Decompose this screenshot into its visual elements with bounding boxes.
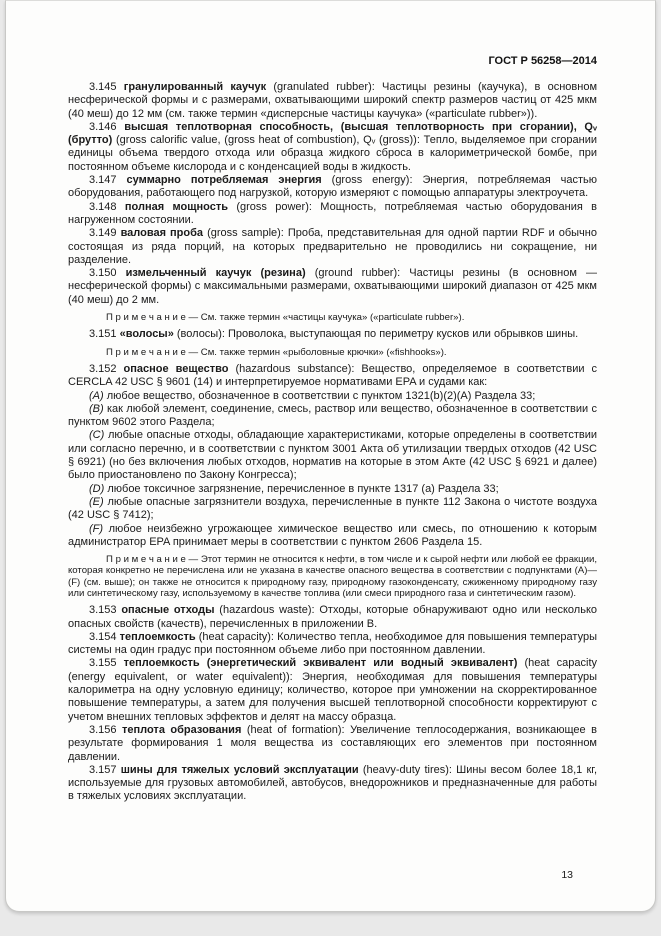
term-number: 3.157 <box>89 763 117 776</box>
term-paragraph-3146 <box>68 121 597 174</box>
term-paragraph-3154 <box>68 631 597 658</box>
note-paragraph: П р и м е ч а н и е — См. также термин «рыболовные крючки» («fishhooks»). <box>106 346 447 358</box>
term-number: 3.148 <box>89 200 117 213</box>
term-paragraph-3150 <box>68 267 597 307</box>
term-name: «волосы» <box>119 328 174 341</box>
list-item-text: любое токсичное загрязнение, перечисленное в пункте 1317 (а) Раздела 33; <box>107 482 499 495</box>
term-definition: (ground rubber): Частицы резины (в основном — несферической формы) с максимальными размерами, охватывающими широкий диапазон от 425 мкм (40 меш) до 2 мм. <box>68 267 597 306</box>
term-name: измельченный каучук (резина) <box>125 267 306 280</box>
term-name: шины для тяжелых условий эксплуатации <box>120 763 359 776</box>
term-paragraph-3155 <box>68 657 597 723</box>
term-definition: (gross sample): Проба, представительная для одной партии RDF и обычно состоящая из ряда порций, на которых предварительно не проводились ни сокращение, ни разделение. <box>68 227 597 266</box>
term-paragraph-3157 <box>68 764 597 804</box>
term-paragraph-3156 <box>68 724 597 764</box>
document-page <box>5 0 656 912</box>
term-paragraph-3151 <box>68 328 597 341</box>
term-name: опасные отходы <box>121 604 215 617</box>
list-item-text: любые опасные отходы, обладающие характеристиками, которые определены в соответствии или согласно перечню, и в соответствии с пунктом 3001 Акта об утилизации твердых отходов (42 USC § 6921) (но без включения любых отходов, норматив на которые в этом Акте (42 USC § 6921 и далее) было приостановлено по Закону Конгресса); <box>68 429 598 482</box>
term-name: валовая проба <box>120 227 204 240</box>
list-marker: (F) <box>89 522 104 535</box>
term-number: 3.150 <box>89 267 117 280</box>
list-item-text: любые опасные загрязнители воздуха, перечисленные в пункте 112 Закона о чистоте воздуха (42 USC § 7412); <box>68 495 597 522</box>
term-paragraph-3147 <box>68 174 597 201</box>
page-number: 13 <box>561 869 573 881</box>
term-definition: (heavy-duty tires): Шины весом более 18,1 кг, используемые для грузовых автомобилей, автобусов, внедорожников и предназначенные для работы в тяжелых условиях эксплуатации. <box>68 763 598 803</box>
list-item-text: как любой элемент, соединение, смесь, раствор или вещество, обозначенное в соответствии с пунктом 9602 этого Раздела; <box>68 402 597 429</box>
list-marker: (E) <box>89 495 104 508</box>
term-name: теплоемкость <box>119 630 196 643</box>
term-name: опасное вещество <box>123 362 229 375</box>
list-item-f <box>68 523 597 550</box>
term-number: 3.154 <box>89 630 117 643</box>
term-paragraph-3149 <box>68 227 597 267</box>
list-item-b <box>68 403 597 430</box>
list-marker: (A) <box>89 389 104 402</box>
list-item-e <box>68 496 597 523</box>
term-definition: (heat capacity): Количество тепла, необходимое для повышения температуры системы на один градус при постоянном объеме либо при постоянном давлении. <box>68 630 597 657</box>
term-number: 3.152 <box>89 362 117 375</box>
term-name: теплоемкость (энергетический эквивалент или водный эквивалент) <box>123 657 518 670</box>
term-paragraph-3148 <box>68 201 597 228</box>
list-item-text: любое неизбежно угрожающее химическое вещество или смесь, по отношению к которым администратор EPA принимает меры в соответствии с пунктом 2606 Раздела 15. <box>68 522 597 548</box>
term-number: 3.153 <box>89 604 117 617</box>
note-paragraph: П р и м е ч а н и е — Этот термин не относится к нефти, в том числе и к сырой нефти или любой ее фракции, которая конкретно не перечислена или не указана в качестве опасного вещества в соответствии с подпунктами (A)—(F) (см. выше); он также не относится к природному газу, природному газоконденсату, сжиженному природному газу или синтетическому газу, используемому в качестве топлива (или смеси природного газа и синтетическим газом). <box>68 554 597 599</box>
term-number: 3.147 <box>89 174 117 187</box>
list-item-c <box>68 429 597 482</box>
list-marker: (B) <box>89 402 104 415</box>
term-definition: (gross calorific value, (gross heat of combustion), Qᵥ (gross)): Тепло, выделяемое при сгорании единицы объема твердого отхода или образца жидкого сброса в калориметрической бомбе, при постоянном объеме кислорода и с конденсацией воды в жидкость. <box>68 134 597 173</box>
term-definition: (gross power): Мощность, потребляемая частью оборудования в нагруженном состоянии. <box>68 200 597 226</box>
term-name: суммарно потребляемая энергия <box>126 174 322 187</box>
term-definition: (heat capacity (energy equivalent, or water equivalent)): Энергия, необходимая для повышения температуры калориметра на одну условную единицу; количество, которое при умножении на скорректированное повышение температуры, а затем для получения высшей теплотворной способности корректируют с учетом внешних тепловых эффектов и делят на массу образца. <box>68 657 598 723</box>
list-item-text: любое вещество, обозначенное в соответствии с пунктом 1321(b)(2)(A) Раздела 33; <box>106 389 536 402</box>
list-marker: (D) <box>89 482 105 495</box>
term-paragraph-3145 <box>68 81 597 121</box>
term-number: 3.149 <box>89 227 117 240</box>
term-number: 3.146 <box>89 120 117 133</box>
note-paragraph: П р и м е ч а н и е — См. также термин «частицы каучука» («particulate rubber»). <box>106 312 465 324</box>
term-paragraph-3152 <box>68 363 597 390</box>
document-code-header: ГОСТ Р 56258—2014 <box>488 55 597 67</box>
list-marker: (C) <box>89 429 105 442</box>
document-body <box>68 81 597 804</box>
term-name: полная мощность <box>124 200 228 213</box>
term-paragraph-3153 <box>68 604 597 631</box>
term-definition: (hazardous substance): Вещество, определяемое в соответствии с CERCLA 42 USC § 9601 (14) и интерпретируемое нормативами EPA и судами как: <box>68 362 597 389</box>
term-name: гранулированный каучук <box>123 81 267 93</box>
term-number: 3.145 <box>89 81 117 93</box>
list-item-a <box>68 390 597 403</box>
term-number: 3.155 <box>89 657 117 670</box>
term-name: теплота образования <box>122 723 242 736</box>
term-definition: (hazardous waste): Отходы, которые обнаруживают одно или несколько опасных свойств (качеств), перечисленных в приложении В. <box>68 604 598 630</box>
term-definition: (волосы): Проволока, выступающая по периметру кусков или обрывков шины. <box>176 328 579 341</box>
term-number: 3.151 <box>89 328 117 341</box>
term-definition: (heat of formation): Увеличение теплосодержания, возникающее в результате формирования 1 моля вещества из составляющих его элементов при постоянном давлении. <box>68 723 597 763</box>
term-definition: (gross energy): Энергия, потребляемая частью оборудования, работающего под нагрузкой, которую измеряют с помощью аппаратуры электроучета. <box>68 174 598 200</box>
list-item-d <box>68 483 597 496</box>
term-number: 3.156 <box>89 723 117 736</box>
term-definition: (granulated rubber): Частицы резины (каучука), в основном несферической формы и с размерами, охватывающими широкий спектр размеров частиц от 425 мкм (40 меш) до 12 мм (см. также термин «дисперсные частицы каучука» («particulate rubber»)). <box>68 81 598 120</box>
term-name: высшая теплотворная способность, (высшая теплотворность при сгорании), Qᵥ (брутто) <box>68 120 597 147</box>
